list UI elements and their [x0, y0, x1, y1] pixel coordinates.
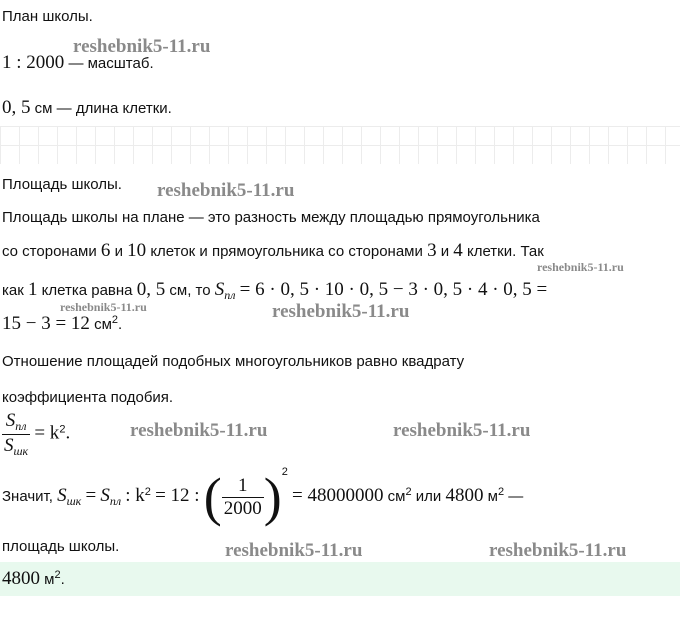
right-paren: ): [263, 467, 282, 528]
watermark: reshebnik5-11.ru: [157, 180, 295, 201]
math-number: 4800: [445, 485, 484, 506]
paragraph-line-9: площадь школы.: [2, 538, 120, 555]
scale-fraction: [222, 475, 264, 520]
text-part: .: [60, 571, 65, 588]
math-symbol: S: [57, 485, 67, 506]
fraction-denominator: 2000: [223, 497, 262, 519]
scale-value: 1 : 2000: [2, 52, 65, 73]
math-expression: = 12 :: [155, 485, 200, 506]
scale-text: — масштаб.: [68, 55, 154, 72]
watermark: reshebnik5-11.ru: [225, 540, 363, 561]
superscript: 2: [281, 466, 288, 478]
math-number: 1: [27, 279, 38, 300]
left-paren: (: [203, 467, 222, 528]
cell-text: см — длина клетки.: [34, 100, 172, 117]
math-expression: = 48000000: [292, 485, 384, 506]
watermark: reshebnik5-11.ru: [393, 420, 531, 441]
math-number: 0, 5: [136, 279, 166, 300]
text-part: клетка равна: [41, 282, 133, 299]
plan-title: План школы.: [2, 8, 93, 25]
unit-text: см: [94, 316, 112, 333]
ratio-equation: [2, 410, 70, 459]
result-equation: [2, 466, 524, 528]
math-subscript: пл: [15, 419, 27, 433]
math-expression: = 6 · 0, 5 · 10 · 0, 5 − 3 · 0, 5 · 4 · 0, 5 =: [239, 279, 548, 300]
ratio-fraction: [2, 410, 30, 459]
watermark: reshebnik5-11.ru: [489, 540, 627, 561]
math-number: 6: [100, 240, 111, 261]
text-part: со сторонами: [2, 243, 97, 260]
superscript: 2: [111, 314, 119, 326]
text-part: клетки. Так: [466, 243, 544, 260]
text-part: как: [2, 282, 24, 299]
math-expression: = k: [34, 422, 60, 444]
math-expression: 15 − 3 = 12: [2, 313, 90, 334]
fraction-numerator: 1: [222, 475, 264, 498]
math-symbol: S: [100, 485, 110, 506]
paragraph-line-4: 15 − 3 = 12 $см^2$.: [2, 313, 123, 334]
paragraph-line-3: [2, 279, 547, 303]
watermark: reshebnik5-11.ru: [537, 260, 624, 274]
text-part: Значит,: [2, 488, 53, 505]
math-symbol: S: [214, 279, 225, 300]
math-symbol: S: [4, 435, 14, 456]
cell-line: [2, 97, 172, 119]
text-part: или: [415, 488, 442, 505]
answer-value: 4800: [2, 568, 40, 589]
scale-line: [2, 52, 154, 74]
cell-value: 0, 5: [2, 97, 31, 118]
text-part: см, то: [169, 282, 211, 299]
grid-strip: [0, 126, 680, 164]
math-number: 10: [127, 240, 147, 261]
math-number: 3: [427, 240, 437, 261]
unit-text: м: [44, 571, 55, 588]
text-part: клеток и прямоугольника со сторонами: [150, 243, 423, 260]
watermark: reshebnik5-11.ru: [60, 300, 147, 314]
paragraph-line-6: коэффициента подобия.: [2, 389, 174, 406]
area-title: Площадь школы.: [2, 176, 122, 193]
math-number: 4: [453, 240, 463, 261]
unit-text: м: [487, 488, 498, 505]
math-subscript: пл: [109, 494, 122, 508]
paragraph-line-5: Отношение площадей подобных многоугольников равно квадрату: [2, 353, 465, 370]
watermark: reshebnik5-11.ru: [130, 420, 268, 441]
superscript: 2: [59, 423, 66, 436]
text-part: и: [114, 243, 123, 260]
paragraph-line-1: Площадь школы на плане — это разность между площадью прямоугольника: [2, 209, 540, 226]
paragraph-line-2: [2, 240, 544, 262]
math-subscript: пл: [224, 288, 236, 302]
math-subscript: шк: [13, 444, 29, 458]
unit-text: см: [387, 488, 406, 505]
math-symbol: S: [5, 410, 16, 431]
superscript: 2: [405, 486, 412, 498]
text-part: и: [440, 243, 450, 260]
text-part: —: [508, 488, 524, 505]
math-subscript: шк: [66, 494, 82, 508]
watermark: reshebnik5-11.ru: [73, 36, 211, 57]
math-expression: .: [65, 422, 71, 444]
superscript: 2: [144, 486, 151, 498]
math-expression: : k: [125, 485, 145, 506]
answer-line: [2, 568, 65, 590]
superscript: 2: [497, 486, 505, 498]
superscript: 2: [54, 569, 61, 581]
math-expression: =: [85, 485, 97, 506]
answer-box: [0, 562, 680, 596]
watermark: reshebnik5-11.ru: [272, 301, 410, 322]
